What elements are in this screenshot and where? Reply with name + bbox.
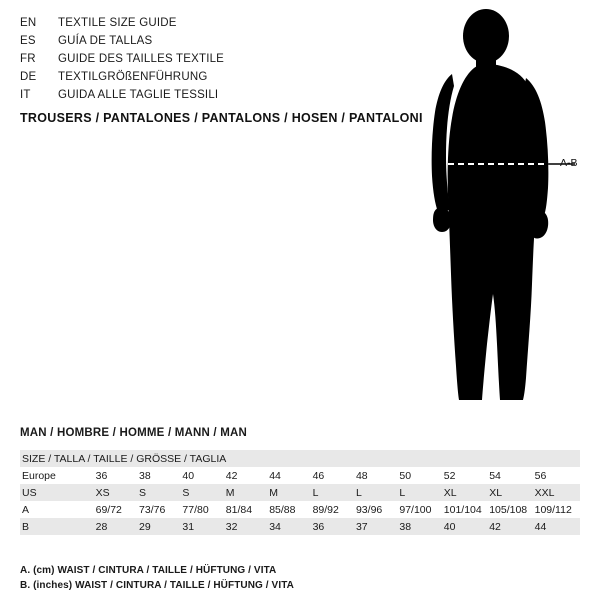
table-cell: 73/76 [139, 503, 166, 516]
measure-label-ab: A-B [560, 157, 578, 169]
language-row-en [20, 14, 380, 32]
table-cell: 44 [269, 469, 281, 482]
table-row [20, 501, 580, 518]
table-cell: 46 [312, 469, 325, 482]
table-cell: L [356, 484, 399, 501]
table-cell: 36 [313, 518, 356, 535]
table-cell: 42 [489, 518, 534, 535]
table-cell: 32 [226, 518, 269, 535]
table-cell: 44 [535, 518, 580, 535]
table-cell: 109/112 [534, 503, 572, 516]
language-row-es [20, 32, 380, 50]
language-title: GUIDA ALLE TAGLIE TESSILI [58, 89, 219, 101]
table-cell: 81/84 [225, 503, 253, 516]
table-row-label: Europe [22, 469, 56, 482]
language-title: TEXTILE SIZE GUIDE [58, 17, 177, 29]
table-cell: S [139, 484, 182, 501]
table-cell: XS [96, 484, 139, 501]
table-cell: 56 [534, 469, 547, 482]
table-cell: 34 [269, 518, 312, 535]
language-row-it [20, 86, 380, 104]
table-cell: 28 [96, 518, 139, 535]
table-row-label: US [20, 484, 96, 501]
language-row-de [20, 68, 380, 86]
table-row-label: SIZE / TALLA / TAILLE / GRÖSSE / TAGLIA [20, 450, 580, 467]
table-cell: 40 [182, 469, 195, 482]
table-cell: 97/100 [399, 503, 432, 516]
table-cell: 42 [225, 469, 238, 482]
table-cell: 29 [139, 518, 182, 535]
table-row-label: A [22, 503, 30, 516]
table-cell: 36 [95, 469, 108, 482]
table-cell: 85/88 [269, 503, 296, 516]
table-cell: 52 [443, 469, 456, 482]
footnotes [20, 563, 294, 593]
table-row-label: B [20, 518, 96, 535]
language-title: GUÍA DE TALLAS [58, 35, 153, 47]
table-cell: M [269, 484, 312, 501]
footnote-b: B. (inches) WAIST / CINTURA / TAILLE / HÜFTUNG / VITA [20, 580, 294, 591]
table-cell: 89/92 [312, 503, 339, 516]
table-cell: 31 [182, 518, 225, 535]
table-cell: 69/72 [95, 503, 122, 516]
language-code: IT [20, 89, 31, 101]
table-cell: L [313, 484, 356, 501]
table-cell: 77/80 [182, 503, 209, 516]
table-cell: XL [444, 484, 489, 501]
table-row [20, 484, 580, 501]
table-title: MAN / HOMBRE / HOMME / MANN / MAN [20, 427, 248, 439]
table-cell: 38 [399, 518, 443, 535]
figure-silhouette [400, 8, 600, 408]
language-code: FR [20, 53, 36, 65]
silhouette-svg [400, 8, 600, 408]
table-cell: 48 [355, 469, 368, 482]
language-row-fr [20, 50, 380, 68]
table-cell: L [399, 484, 443, 501]
table-cell: 54 [489, 469, 501, 482]
table-cell: 37 [356, 518, 399, 535]
table-cell: 50 [399, 469, 412, 482]
table-cell: XXL [535, 484, 580, 501]
table-row [20, 467, 580, 484]
language-code: ES [20, 35, 36, 47]
size-table [20, 450, 580, 535]
page-title: TROUSERS / PANTALONES / PANTALONS / HOSEN / PANTALONI [20, 111, 423, 125]
table-cell: 93/96 [355, 503, 383, 516]
language-code: EN [20, 17, 37, 29]
language-code: DE [20, 71, 37, 83]
language-title: GUIDE DES TAILLES TEXTILE [58, 53, 225, 65]
table-cell: XL [489, 484, 534, 501]
table-cell: M [226, 484, 269, 501]
table-cell: S [182, 484, 225, 501]
language-title: TEXTILGRÖßENFÜHRUNG [58, 71, 208, 83]
table-cell: 38 [139, 469, 151, 482]
table-cell: 101/104 [443, 503, 482, 516]
table-cell: 105/108 [489, 503, 528, 516]
table-row-header [20, 450, 580, 467]
language-list [20, 14, 380, 104]
table-cell: 40 [444, 518, 489, 535]
footnote-a: A. (cm) WAIST / CINTURA / TAILLE / HÜFTUNG / VITA [20, 565, 277, 576]
table-row [20, 518, 580, 535]
